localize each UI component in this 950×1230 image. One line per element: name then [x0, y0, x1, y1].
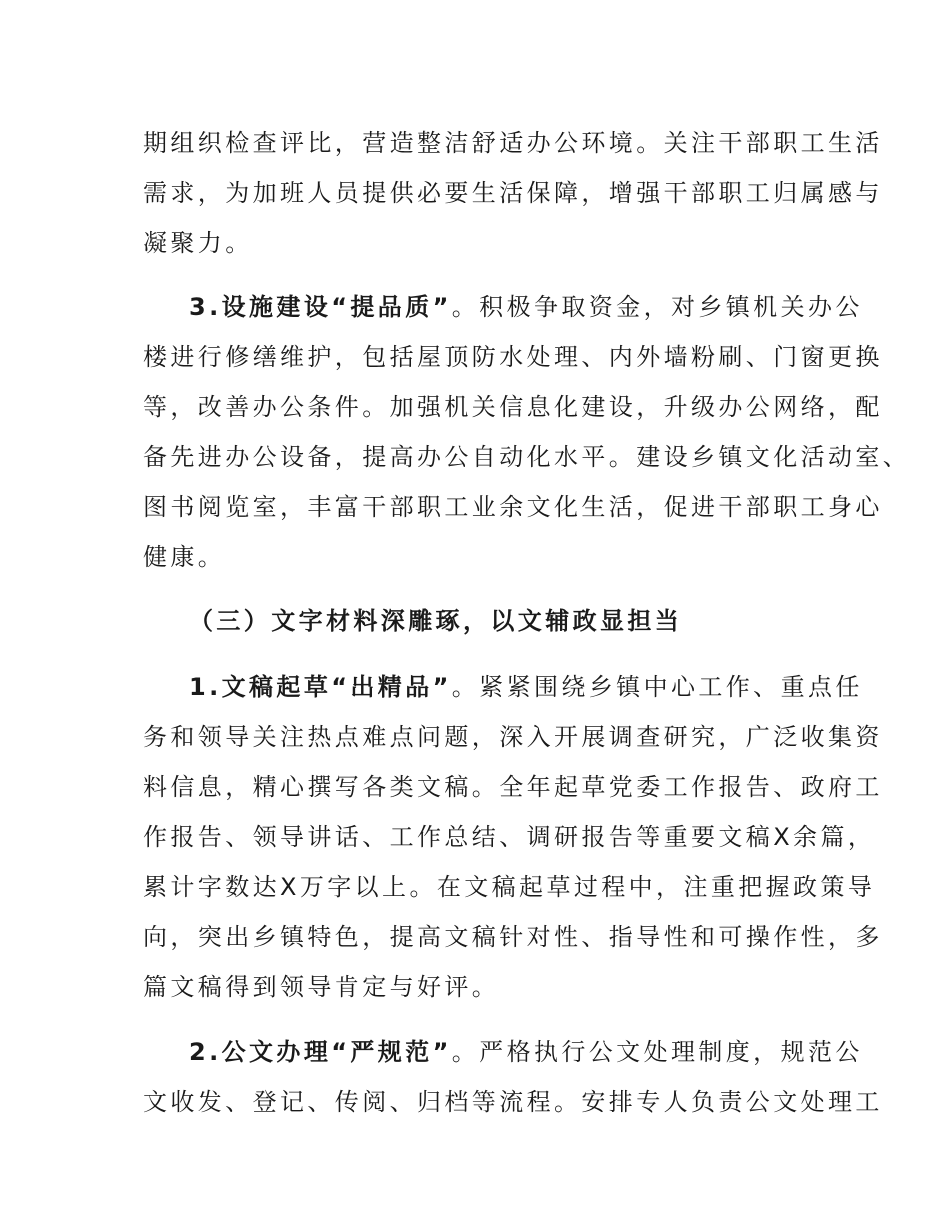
text-line: 作报告、领导讲话、工作总结、调研报告等重要文稿X余篇，	[143, 823, 876, 851]
paragraph-lead: 3.设施建设“提品质”	[189, 293, 452, 321]
text-line: 凝聚力。	[143, 229, 253, 257]
text-line: 累计字数达X万字以上。在文稿起草过程中，注重把握政策导	[143, 873, 876, 901]
text-line: 期组织检查评比，营造整洁舒适办公环境。关注干部职工生活	[143, 129, 883, 157]
paragraph-first-line	[189, 672, 889, 702]
paragraph-first-line	[189, 292, 889, 322]
paragraph-text: 。紧紧围绕乡镇中心工作、重点任	[451, 673, 863, 701]
text-line: 料信息，精心撰写各类文稿。全年起草党委工作报告、政府工	[143, 773, 883, 801]
text-line: 篇文稿得到领导肯定与好评。	[143, 973, 500, 1001]
text-line: 向，突出乡镇特色，提高文稿针对性、指导性和可操作性，多	[143, 923, 883, 951]
text-line: 需求，为加班人员提供必要生活保障，增强干部职工归属感与	[143, 179, 883, 207]
paragraph-first-line	[189, 1037, 889, 1067]
paragraph-text: 。积极争取资金，对乡镇机关办公	[451, 293, 863, 321]
paragraph-lead: 2.公文办理“严规范”	[189, 1038, 452, 1066]
paragraph-text: 。严格执行公文处理制度，规范公	[451, 1038, 863, 1066]
text-line: 健康。	[143, 543, 226, 571]
text-line: 备先进办公设备，提高办公自动化水平。建设乡镇文化活动室、	[143, 443, 911, 471]
paragraph-lead: 1.文稿起草“出精品”	[189, 673, 452, 701]
text-line: 务和领导关注热点难点问题，深入开展调查研究，广泛收集资	[143, 723, 883, 751]
section-heading: （三）文字材料深雕琢，以文辅政显担当	[189, 607, 683, 635]
text-line: 楼进行修缮维护，包括屋顶防水处理、内外墙粉刷、门窗更换	[143, 343, 883, 371]
text-line: 图书阅览室，丰富干部职工业余文化生活，促进干部职工身心	[143, 493, 883, 521]
text-line: 等，改善办公条件。加强机关信息化建设，升级办公网络，配	[143, 393, 883, 421]
text-line: 文收发、登记、传阅、归档等流程。安排专人负责公文处理工	[143, 1088, 883, 1116]
